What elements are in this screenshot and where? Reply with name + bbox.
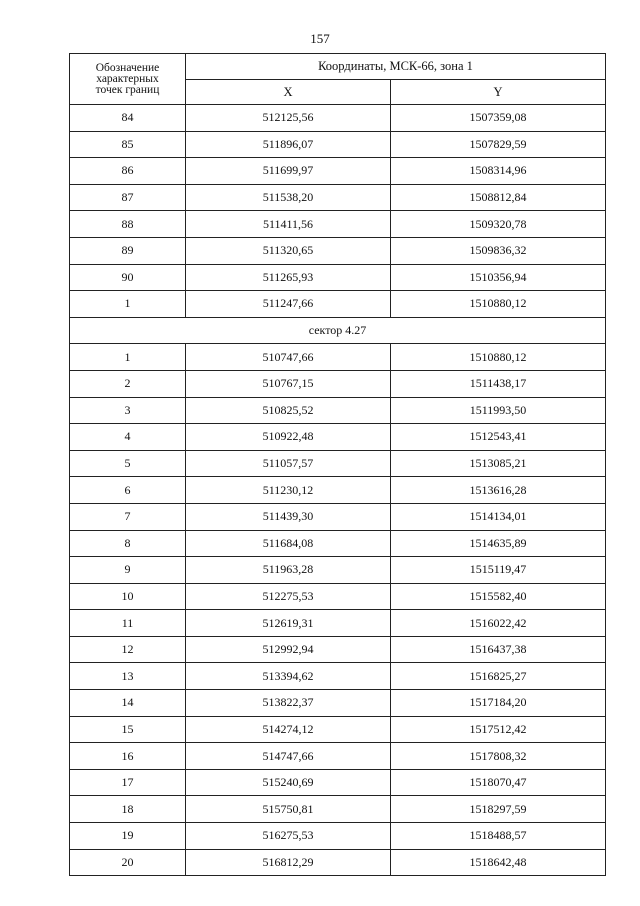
table-row	[70, 769, 606, 796]
x-cell: 516812,29	[186, 849, 391, 876]
x-cell: 512619,31	[186, 610, 391, 637]
sector-section	[70, 317, 606, 344]
x-cell: 511684,08	[186, 530, 391, 557]
x-cell: 514747,66	[186, 743, 391, 770]
table-row	[70, 237, 606, 264]
sector-label: сектор 4.27	[70, 317, 606, 344]
point-label-line: характерных	[96, 72, 159, 85]
x-cell: 515240,69	[186, 769, 391, 796]
y-cell: 1518070,47	[391, 769, 606, 796]
x-cell: 511699,97	[186, 158, 391, 185]
table-body-part-b	[70, 344, 606, 876]
point-cell: 87	[70, 184, 186, 211]
x-cell: 510747,66	[186, 344, 391, 371]
table-row	[70, 663, 606, 690]
point-cell: 9	[70, 557, 186, 584]
point-cell: 7	[70, 503, 186, 530]
x-column-header: X	[186, 80, 391, 105]
table-row	[70, 424, 606, 451]
page-number: 157	[310, 31, 330, 46]
y-cell: 1507359,08	[391, 105, 606, 132]
table-row	[70, 583, 606, 610]
table-row	[70, 158, 606, 185]
table-row	[70, 291, 606, 318]
x-cell: 510922,48	[186, 424, 391, 451]
point-cell: 5	[70, 450, 186, 477]
table-row	[70, 131, 606, 158]
point-cell: 11	[70, 610, 186, 637]
y-cell: 1516022,42	[391, 610, 606, 637]
table-row	[70, 636, 606, 663]
x-cell: 511963,28	[186, 557, 391, 584]
y-cell: 1515582,40	[391, 583, 606, 610]
x-cell: 510767,15	[186, 370, 391, 397]
coords-group-header: Координаты, МСК-66, зона 1	[186, 54, 606, 80]
point-cell: 4	[70, 424, 186, 451]
y-cell: 1509320,78	[391, 211, 606, 238]
table-row	[70, 743, 606, 770]
x-cell: 515750,81	[186, 796, 391, 823]
x-cell: 513394,62	[186, 663, 391, 690]
y-cell: 1516437,38	[391, 636, 606, 663]
y-cell: 1514134,01	[391, 503, 606, 530]
point-cell: 13	[70, 663, 186, 690]
x-cell: 514274,12	[186, 716, 391, 743]
y-cell: 1513616,28	[391, 477, 606, 504]
x-cell: 512125,56	[186, 105, 391, 132]
x-cell: 516275,53	[186, 823, 391, 850]
x-cell: 511265,93	[186, 264, 391, 291]
point-cell: 2	[70, 370, 186, 397]
table-body-part-a	[70, 105, 606, 318]
table-row	[70, 105, 606, 132]
point-cell: 6	[70, 477, 186, 504]
table-row	[70, 690, 606, 717]
point-label-line: точек границ	[95, 83, 160, 96]
point-cell: 10	[70, 583, 186, 610]
point-cell: 18	[70, 796, 186, 823]
x-cell: 511230,12	[186, 477, 391, 504]
x-cell: 511411,56	[186, 211, 391, 238]
y-cell: 1513085,21	[391, 450, 606, 477]
y-cell: 1509836,32	[391, 237, 606, 264]
y-cell: 1510880,12	[391, 344, 606, 371]
table-row	[70, 823, 606, 850]
point-cell: 85	[70, 131, 186, 158]
y-cell: 1511993,50	[391, 397, 606, 424]
table-row	[70, 557, 606, 584]
coordinates-table	[69, 53, 606, 876]
point-cell: 86	[70, 158, 186, 185]
point-cell: 84	[70, 105, 186, 132]
point-cell: 1	[70, 291, 186, 318]
point-label-line: Обозначение	[95, 61, 160, 74]
y-cell: 1511438,17	[391, 370, 606, 397]
y-cell: 1508812,84	[391, 184, 606, 211]
y-cell: 1508314,96	[391, 158, 606, 185]
point-cell: 16	[70, 743, 186, 770]
table-row	[70, 849, 606, 876]
x-cell: 510825,52	[186, 397, 391, 424]
point-cell: 90	[70, 264, 186, 291]
point-cell: 19	[70, 823, 186, 850]
x-cell: 511247,66	[186, 291, 391, 318]
point-cell: 89	[70, 237, 186, 264]
table-row	[70, 796, 606, 823]
x-cell: 511439,30	[186, 503, 391, 530]
sector-row	[70, 317, 606, 344]
y-cell: 1515119,47	[391, 557, 606, 584]
table-row	[70, 610, 606, 637]
table-row	[70, 264, 606, 291]
table-row	[70, 503, 606, 530]
table-row	[70, 370, 606, 397]
y-cell: 1507829,59	[391, 131, 606, 158]
y-cell: 1514635,89	[391, 530, 606, 557]
point-cell: 17	[70, 769, 186, 796]
x-cell: 511057,57	[186, 450, 391, 477]
table-row	[70, 477, 606, 504]
table-row	[70, 344, 606, 371]
x-cell: 511538,20	[186, 184, 391, 211]
y-cell: 1510880,12	[391, 291, 606, 318]
y-cell: 1512543,41	[391, 424, 606, 451]
y-cell: 1516825,27	[391, 663, 606, 690]
table-row	[70, 211, 606, 238]
y-cell: 1517512,42	[391, 716, 606, 743]
table-row	[70, 530, 606, 557]
point-cell: 88	[70, 211, 186, 238]
y-cell: 1517808,32	[391, 743, 606, 770]
y-cell: 1510356,94	[391, 264, 606, 291]
y-cell: 1518488,57	[391, 823, 606, 850]
point-cell: 8	[70, 530, 186, 557]
y-cell: 1517184,20	[391, 690, 606, 717]
point-cell: 12	[70, 636, 186, 663]
point-cell: 1	[70, 344, 186, 371]
x-cell: 511896,07	[186, 131, 391, 158]
table-row	[70, 184, 606, 211]
x-cell: 511320,65	[186, 237, 391, 264]
point-cell: 3	[70, 397, 186, 424]
point-cell: 15	[70, 716, 186, 743]
x-cell: 512275,53	[186, 583, 391, 610]
point-cell: 14	[70, 690, 186, 717]
x-cell: 512992,94	[186, 636, 391, 663]
point-cell: 20	[70, 849, 186, 876]
table-row	[70, 450, 606, 477]
table-row	[70, 397, 606, 424]
y-cell: 1518297,59	[391, 796, 606, 823]
y-column-header: Y	[391, 80, 606, 105]
point-label-header	[70, 54, 186, 105]
x-cell: 513822,37	[186, 690, 391, 717]
table-row	[70, 716, 606, 743]
y-cell: 1518642,48	[391, 849, 606, 876]
